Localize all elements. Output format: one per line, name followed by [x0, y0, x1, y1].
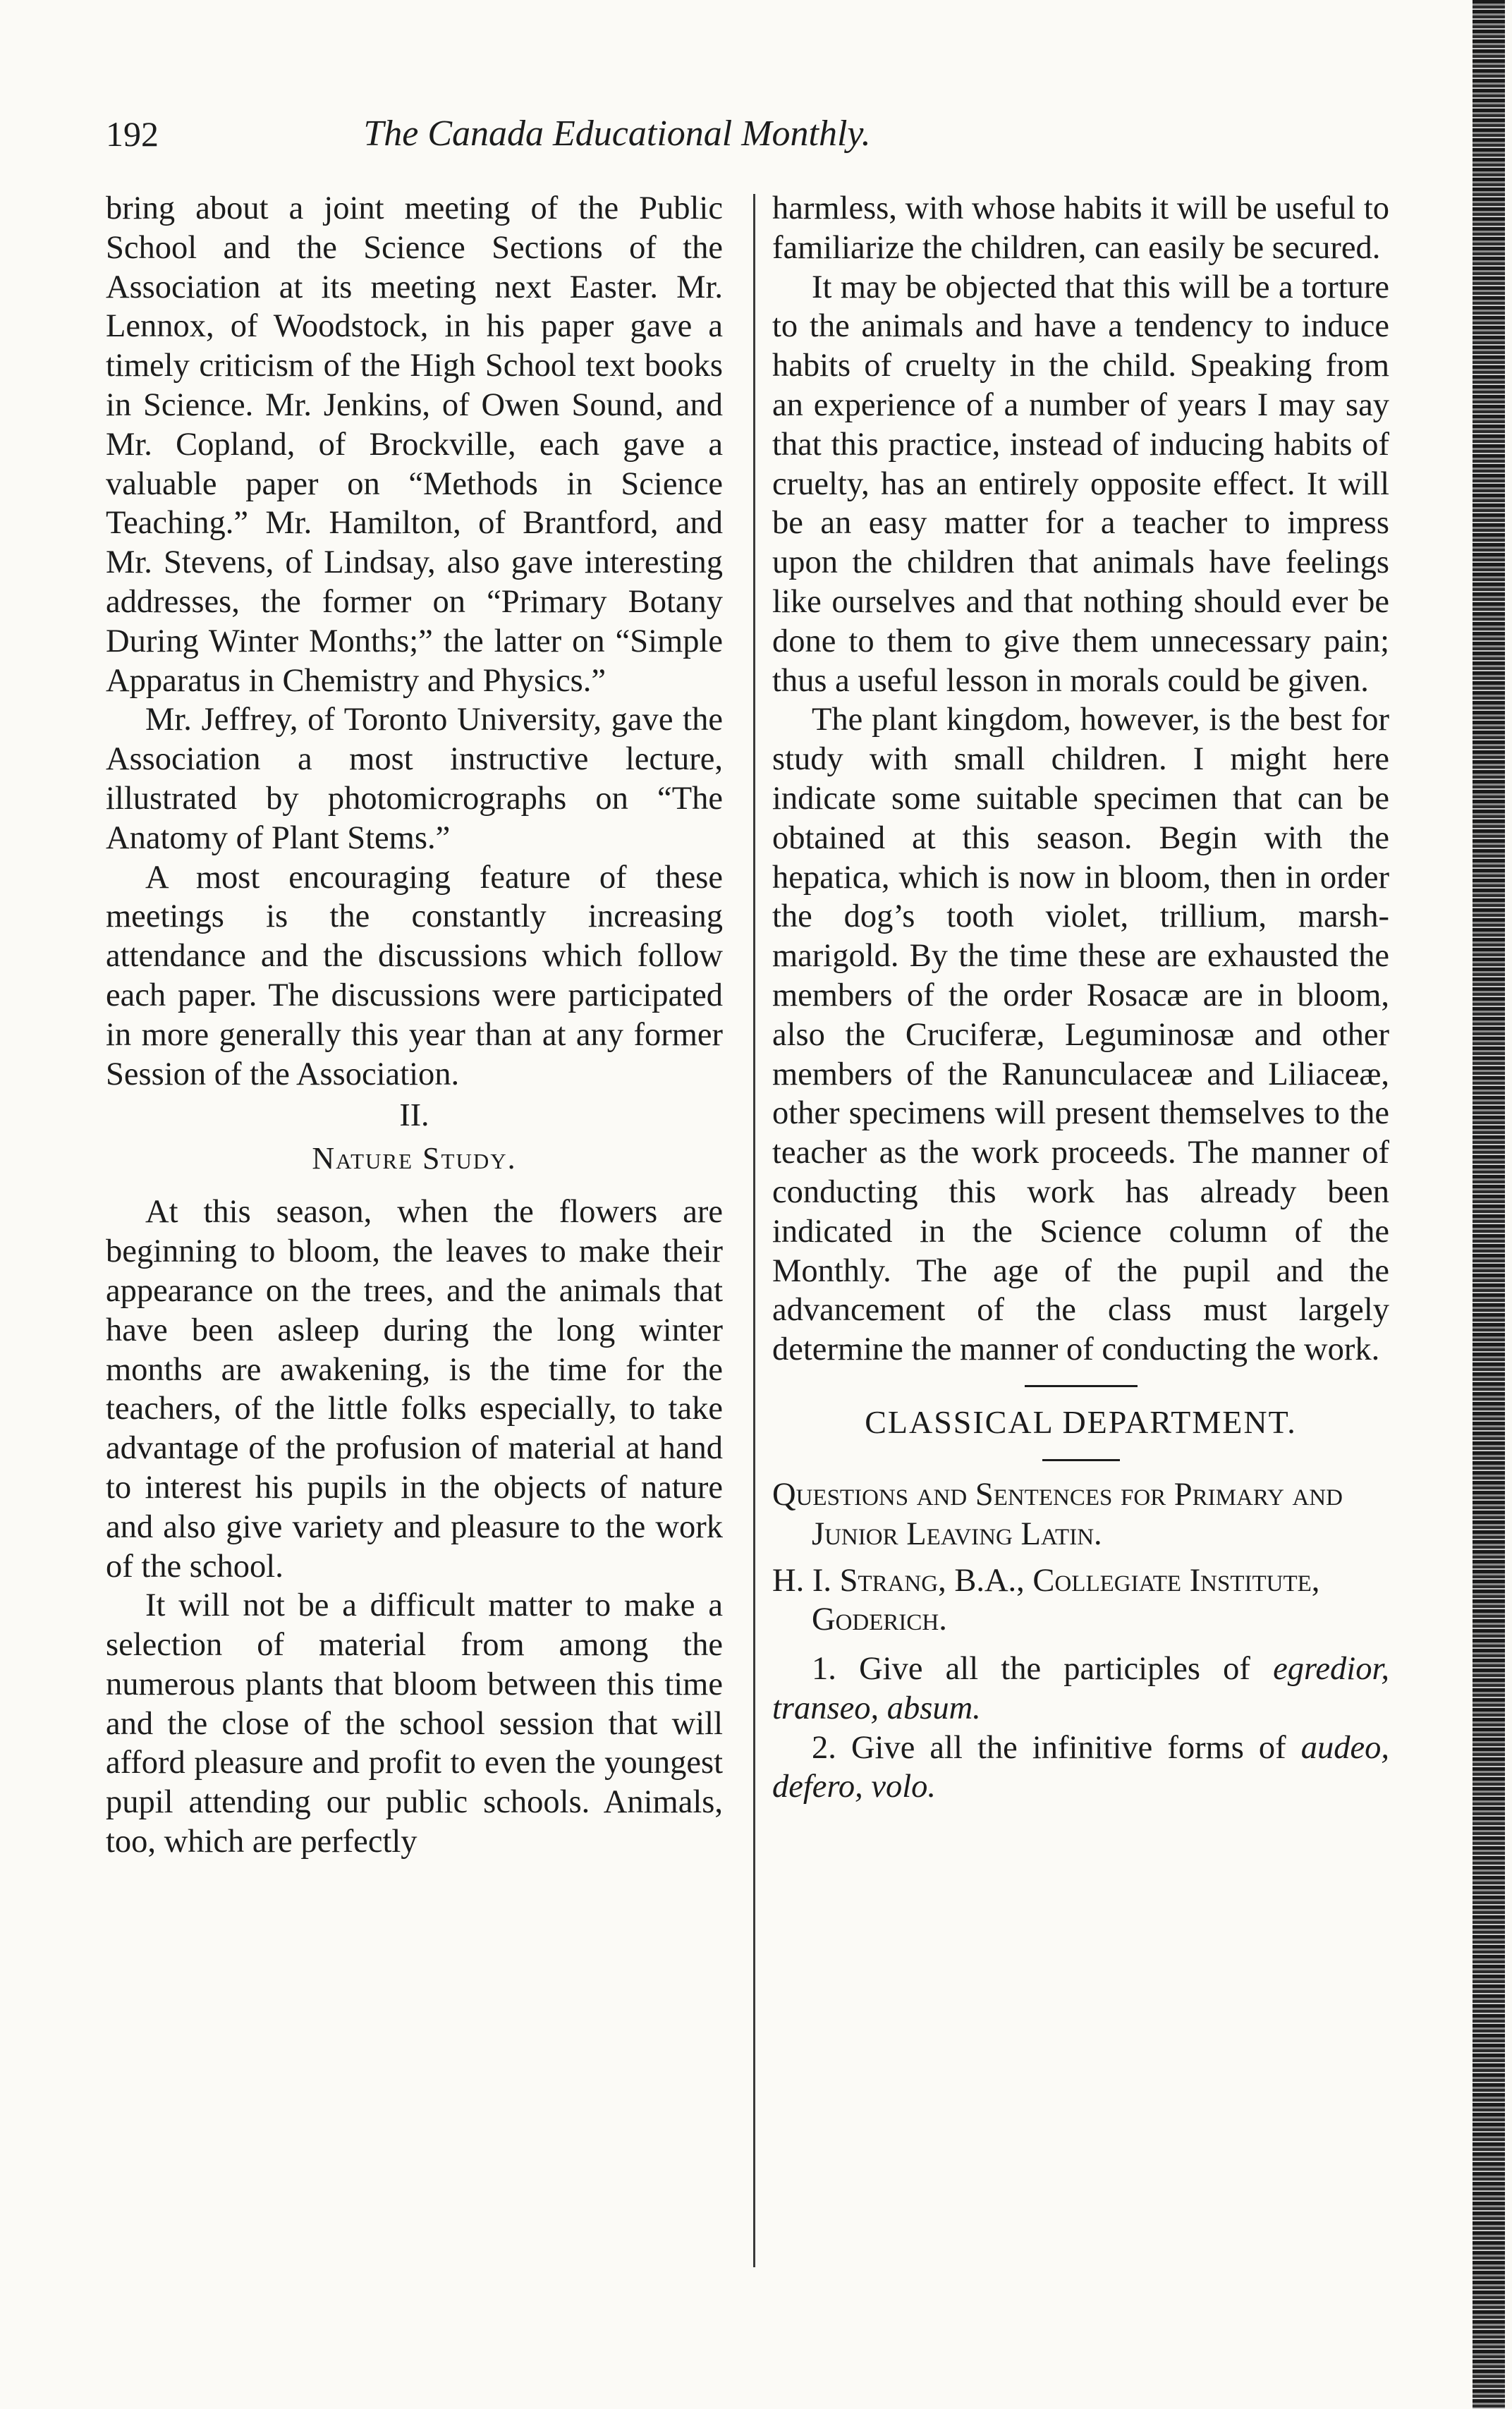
right-column	[772, 189, 1389, 1807]
page-header	[106, 106, 1128, 162]
paragraph: bring about a joint meeting of the Public School and the Science Sections of the Association at its meeting next Easter. Mr. Lennox, of Woodstock, in his paper gave a timely criticism of the High School text books in Science. Mr. Jenkins, of Owen Sound, and Mr. Copland, of Brockville, each gave a valuable paper on “Methods in Science Teaching.” Mr. Hamilton, of Brantford, and Mr. Stevens, of Lindsay, also gave interesting addresses, the former on “Primary Botany During Winter Months;” the latter on “Simple Apparatus in Chemistry and Physics.”	[106, 190, 723, 699]
section-rule	[1025, 1385, 1138, 1387]
latin-words: egredior, transeo, absum.	[772, 1651, 1390, 1726]
paragraph: A most encouraging feature of these meetings is the constantly increasing attendance and the discussions which follow each paper. The discussions were participated in more generally this year than at any former Session of the Association.	[106, 859, 723, 1092]
latin-words: audeo, defero, volo.	[772, 1729, 1389, 1805]
column-divider	[753, 194, 755, 2267]
paragraph: It will not be a difficult matter to make a selection of material from among the numerous plants that bloom between this time and the close of the school session that will afford pleasure and profit to even the youngest pupil attending our public schools. Animals, too, which are perfectly	[106, 1587, 723, 1860]
page-number: 192	[106, 114, 159, 154]
question-text: 2. Give all the infinitive forms of	[812, 1729, 1286, 1766]
section-title: Nature Study.	[312, 1141, 517, 1176]
running-title: The Canada Educational Monthly.	[363, 114, 871, 154]
left-column	[106, 189, 723, 1862]
question-1	[772, 1649, 1389, 1728]
paragraph: Mr. Jeffrey, of Toronto University, gave the Association a most instructive lecture, illustrated by photomicrographs on “The Anatomy of Plant Stems.”	[106, 702, 723, 856]
page-edge-shadow	[1473, 0, 1505, 2409]
paragraph: harmless, with whose habits it will be useful to familiarize the children, can easily be secured.	[772, 190, 1389, 266]
paragraph: It may be objected that this will be a torture to the animals and have a tendency to induce habits of cruelty in the child. Speaking from an experience of a number of years I may say that this practice, instead of inducing habits of cruelty, has an entirely opposite effect. It will be an easy matter for a teacher to impress upon the children that animals have feelings like ourselves and that nothing should ever be done to them to give them unnecessary pain; thus a useful lesson in morals could be given.	[772, 269, 1389, 699]
section-numeral: II.	[399, 1097, 429, 1133]
department-title: CLASSICAL DEPARTMENT.	[865, 1403, 1297, 1440]
subhead: Questions and Sentences for Primary and Junior Leaving Latin.	[772, 1476, 1343, 1552]
question-2	[772, 1728, 1389, 1807]
section-rule	[1042, 1459, 1120, 1461]
paragraph: The plant kingdom, however, is the best for study with small children. I might here indicate some suitable specimen that can be obtained at this season. Begin with the hepatica, which is now in bloom, then in order the dog’s tooth violet, trillium, marsh-marigold. By the time these are exhausted the members of the order Rosacæ are in bloom, also the Cruciferæ, Leguminosæ and other members of the Ranunculaceæ and Liliaceæ, other specimens will present themselves to the teacher as the work proceeds. The manner of conducting this work has already been indicated in the Science column of the Monthly. The age of the pupil and the advancement of the class must largely determine the manner of conducting the work.	[772, 702, 1389, 1368]
paragraph: At this season, when the flowers are beginning to bloom, the leaves to make their appearance on the trees, and the animals that have been asleep during the long winter months are awakening, is the time for the teachers, of the little folks especially, to take advantage of the profusion of material at hand to interest his pupils in the objects of nature and also give variety and pleasure to the work of the school.	[106, 1194, 723, 1585]
byline: H. I. Strang, B.A., Collegiate Institute, Goderich.	[772, 1562, 1320, 1638]
question-text: 1. Give all the participles of	[812, 1651, 1250, 1688]
